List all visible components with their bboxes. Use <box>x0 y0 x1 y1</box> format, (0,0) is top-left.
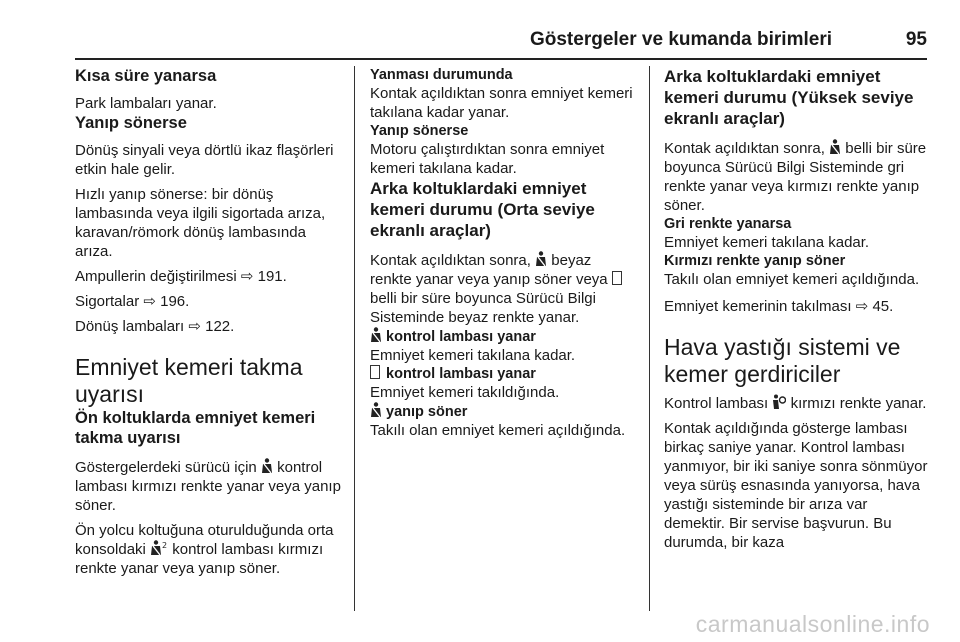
seat-status-icon <box>370 365 380 379</box>
heading-yanip-sonerse: Yanıp sönerse <box>370 123 469 139</box>
text: Kontak açıldıktan sonra, <box>370 252 531 269</box>
seatbelt-icon <box>829 139 841 155</box>
paragraph <box>75 521 345 578</box>
paragraph: Takılı olan emniyet kemeri açıldığında. <box>370 422 626 439</box>
heading-kirmizi: Kırmızı renkte yanıp söner <box>664 253 846 269</box>
text: Kontak açıldıktan sonra, <box>664 140 825 157</box>
text: Ön yolcu koltuğuna oturulduğunda orta konsoldaki <box>75 522 334 558</box>
text: Kontrol lambası <box>664 395 769 412</box>
text: yanıp söner <box>386 404 468 420</box>
text: kontrol lambası yanar <box>386 329 536 345</box>
column-2 <box>370 66 636 612</box>
watermark: carmanualsonline.info <box>695 611 930 637</box>
svg-text:2: 2 <box>162 541 168 550</box>
page-title: Göstergeler ve kumanda birimleri <box>529 29 832 50</box>
heading-kisa-sure: Kısa süre yanarsa <box>75 67 217 85</box>
paragraph <box>370 251 636 327</box>
paragraph: Emniyet kemeri takılana kadar. <box>664 234 870 251</box>
paragraph: Kontak açıldığında gösterge lambası birkaç saniye yanar. Kontrol lambası yanmıyor, bir iki saniye sonra sönmüyor veya sürüş esnasında yanıyorsa, hava yastığı sisteminde bir arıza var demektir. Bir servise başvurun. Bu durumda, bir kaza <box>664 420 928 551</box>
airbag-icon <box>772 394 786 410</box>
column-divider <box>649 66 650 611</box>
cross-reference: Dönüş lambaları ⇨ 122. <box>75 318 235 335</box>
seatbelt-icon <box>261 458 273 474</box>
heading-arka-orta: Arka koltuklardaki emniyet kemeri durumu (Orta seviye ekranlı araçlar) <box>370 179 595 240</box>
text: belli bir süre boyunca Sürücü Bilgi Sisteminde gri renkte yanar veya kırmızı renkte yanıp söner. <box>664 140 927 214</box>
heading-gri: Gri renkte yanarsa <box>664 216 792 232</box>
heading-kontrol-lambasi <box>370 365 636 383</box>
paragraph: Takılı olan emniyet kemeri açıldığında. <box>664 271 920 288</box>
seat-status-icon <box>612 271 622 285</box>
paragraph: Kontak açıldıktan sonra emniyet kemeri takılana kadar yanar. <box>370 85 633 121</box>
column-3 <box>664 66 932 612</box>
seatbelt-icon <box>370 327 382 343</box>
seatbelt-icon <box>370 402 382 418</box>
text: kontrol lambası yanar <box>386 366 536 382</box>
paragraph: Emniyet kemeri takılana kadar. <box>370 347 576 364</box>
column-1 <box>75 66 345 612</box>
heading-yanmasi: Yanması durumunda <box>370 67 513 83</box>
cross-reference: Emniyet kemerinin takılması ⇨ 45. <box>664 298 894 315</box>
section-heading-emniyet: Emniyet kemeri takma uyarısı <box>75 354 303 407</box>
paragraph <box>75 458 345 515</box>
text: kontrol lambası kırmızı renkte yanar veya yanıp söner. <box>75 541 324 577</box>
text: kontrol lambası kırmızı renkte yanar veya yanıp söner. <box>75 459 341 514</box>
heading-on-koltuk: Ön koltuklarda emniyet kemeri takma uyarısı <box>75 409 316 447</box>
column-divider <box>354 66 355 611</box>
cross-reference: Ampullerin değiştirilmesi ⇨ 191. <box>75 268 287 285</box>
paragraph <box>664 394 932 413</box>
paragraph: Motoru çalıştırdıktan sonra emniyet kemeri takılana kadar. <box>370 141 605 177</box>
text: kırmızı renkte yanar. <box>790 395 927 412</box>
heading-arka-yuksek: Arka koltuklardaki emniyet kemeri durumu (Yüksek seviye ekranlı araçlar) <box>664 67 914 128</box>
paragraph: Emniyet kemeri takıldığında. <box>370 384 560 401</box>
seatbelt-passenger-icon <box>150 540 168 556</box>
text: beyaz renkte yanar veya yanıp söner veya <box>370 252 608 288</box>
header-rule <box>75 58 927 60</box>
text: Göstergelerdeki sürücü için <box>75 459 257 476</box>
heading-yanip-soner <box>370 402 636 421</box>
page-header <box>75 0 927 58</box>
heading-yanip-sonerse: Yanıp sönerse <box>75 114 187 132</box>
paragraph: Hızlı yanıp sönerse: bir dönüş lambasında veya ilgili sigortada arıza, karavan/römork dönüş lambasında arıza. <box>75 186 326 260</box>
seatbelt-icon <box>535 251 547 267</box>
cross-reference: Sigortalar ⇨ 196. <box>75 293 190 310</box>
text: belli bir süre boyunca Sürücü Bilgi Sisteminde beyaz renkte yanar. <box>370 290 596 326</box>
paragraph <box>664 139 932 215</box>
section-heading-hava-yastigi: Hava yastığı sistemi ve kemer gerdiriciler <box>664 334 901 387</box>
page-number: 95 <box>905 29 927 50</box>
heading-kontrol-lambasi <box>370 327 636 346</box>
paragraph: Park lambaları yanar. <box>75 95 217 112</box>
paragraph: Dönüş sinyali veya dörtlü ikaz flaşörleri etkin hale gelir. <box>75 142 334 178</box>
